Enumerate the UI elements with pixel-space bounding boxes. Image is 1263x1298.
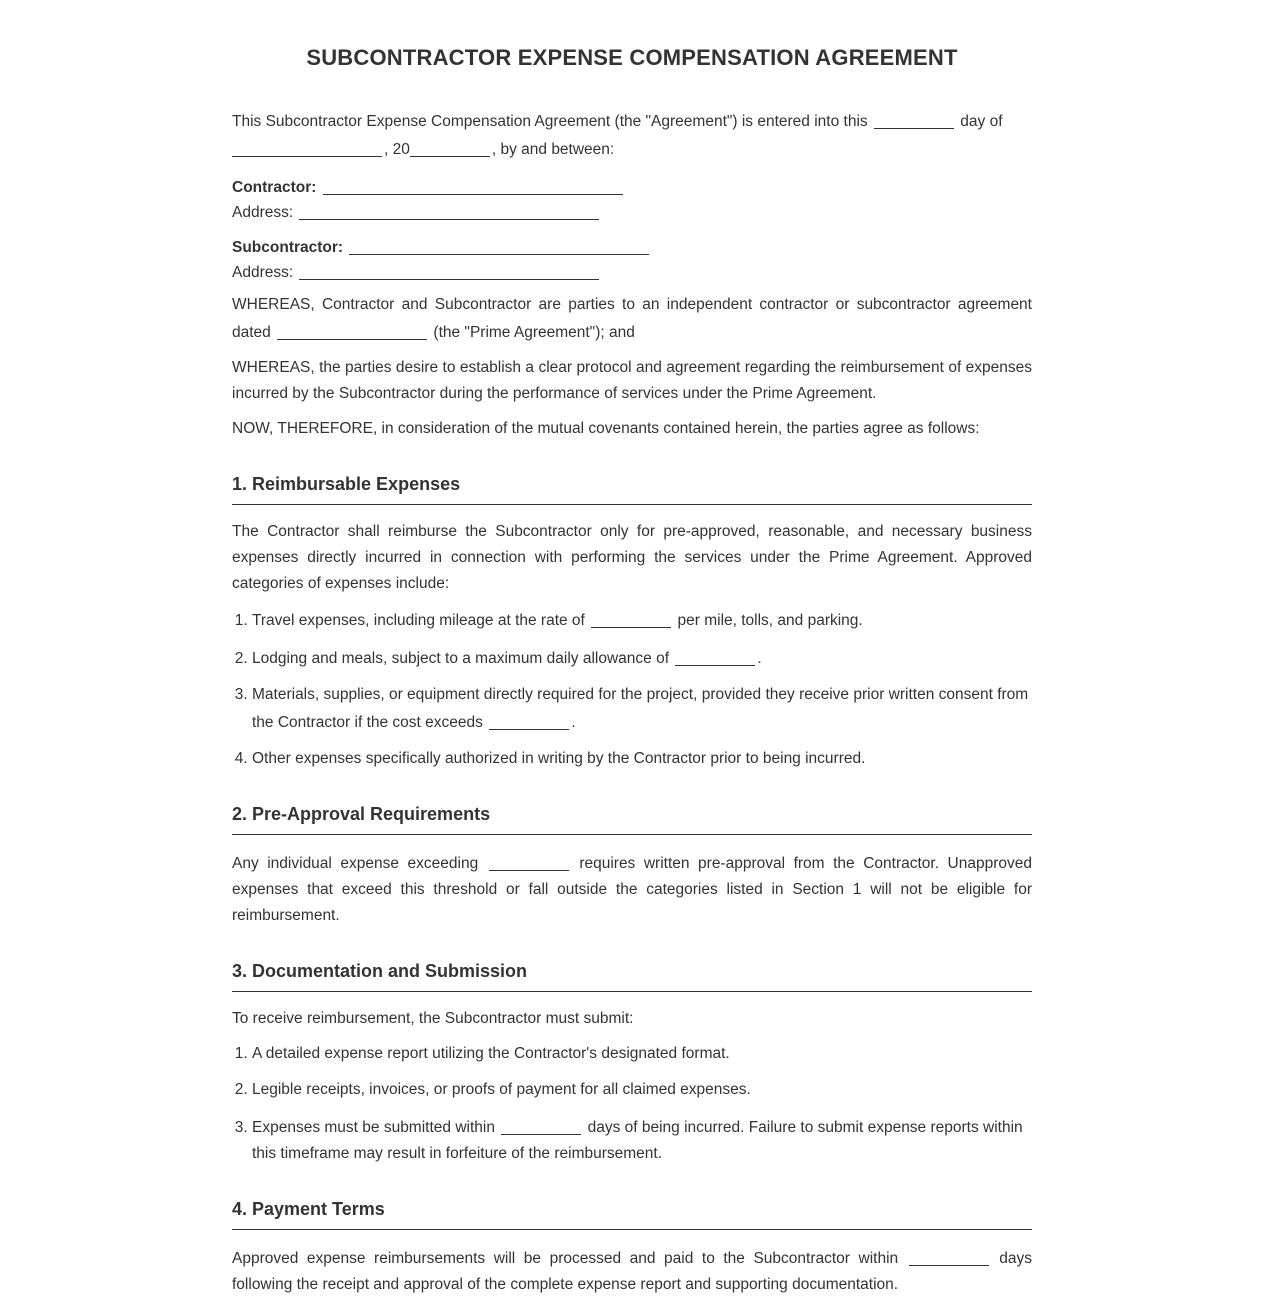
item-text: Other expenses specifically authorized in writing by the Contractor prior to being incurred.: [252, 750, 866, 767]
item-text: Legible receipts, invoices, or proofs of payment for all claimed expenses.: [252, 1081, 751, 1098]
item-text: .: [757, 650, 762, 667]
section-2-text-2: requires written pre-approval from the Contractor. Unapproved expenses that exceed this threshold or fall outside the categories listed in Section 1 will not be eligible for reimbursement.: [232, 855, 1033, 924]
subcontractor-line: [232, 233, 1032, 258]
whereas1-text-1: WHEREAS, Contractor and Subcontractor are parties to an independent contractor or subcontractor agreement dated: [232, 296, 1032, 341]
section-4-body: [232, 1244, 1032, 1298]
list-item: [252, 606, 1032, 634]
section-1-heading: 1. Reimbursable Expenses: [232, 472, 1032, 505]
item-text: .: [571, 714, 576, 731]
section-4-heading: 4. Payment Terms: [232, 1197, 1032, 1230]
subcontractor-name-blank[interactable]: [349, 236, 649, 255]
day-blank[interactable]: [874, 110, 954, 129]
section-2-heading: 2. Pre-Approval Requirements: [232, 802, 1032, 835]
intro-text-1: This Subcontractor Expense Compensation Agreement (the "Agreement") is entered into this: [232, 113, 868, 130]
section-payment-terms: [232, 1197, 1032, 1298]
section-pre-approval: [232, 802, 1032, 929]
item-text: A detailed expense report utilizing the Contractor's designated format.: [252, 1045, 730, 1062]
subcontractor-address-blank[interactable]: [299, 261, 599, 280]
document-title: SUBCONTRACTOR EXPENSE COMPENSATION AGREEMENT: [306, 45, 958, 70]
daily-allowance-blank[interactable]: [675, 647, 755, 666]
contractor-block: [232, 173, 1032, 223]
list-item: [252, 746, 1032, 772]
subcontractor-label: Subcontractor:: [232, 239, 344, 256]
intro-paragraph: [232, 107, 1032, 163]
section-2-body: [232, 849, 1032, 929]
subcontractor-address-label: Address:: [232, 264, 294, 281]
section-3-body: To receive reimbursement, the Subcontractor must submit:: [232, 1010, 634, 1027]
list-item: [252, 1077, 1032, 1103]
whereas1-text-2: (the "Prime Agreement"); and: [433, 324, 635, 341]
contractor-address-blank[interactable]: [299, 201, 599, 220]
contractor-address-line: [232, 198, 1032, 223]
intro-text-4: , by and between:: [491, 141, 615, 158]
prime-agreement-date-blank[interactable]: [277, 321, 427, 340]
item-text: days of being incurred. Failure to submit expense reports within this timeframe may result in forfeiture of the reimbursement.: [252, 1119, 1023, 1162]
contractor-line: [232, 173, 1032, 198]
contractor-name-blank[interactable]: [323, 176, 623, 195]
item-text: Materials, supplies, or equipment directly required for the project, provided they receive prior written consent from the Contractor if the cost exceeds: [252, 686, 1029, 731]
submission-days-blank[interactable]: [501, 1116, 581, 1135]
section-reimbursable-expenses: [232, 472, 1032, 772]
agreement-document: [232, 0, 1032, 1298]
section-1-body: The Contractor shall reimburse the Subcontractor only for pre-approved, reasonable, and necessary business expenses directly incurred in connection with performing the services under the Prime Agreement. Approved categories of expenses include:: [232, 523, 1032, 592]
list-item: [252, 1113, 1032, 1167]
section-3-list: [232, 1041, 1032, 1167]
intro-text-2: day of: [960, 113, 1003, 130]
section-documentation: [232, 959, 1032, 1167]
year-blank[interactable]: [410, 138, 490, 157]
intro-text-3: , 20: [384, 141, 410, 158]
subcontractor-block: [232, 233, 1032, 283]
whereas-paragraph-2: WHEREAS, the parties desire to establish a clear protocol and agreement regarding the reimbursement of expenses incurred by the Subcontractor during the performance of services under the Prime Agreement.: [232, 359, 1032, 402]
expense-threshold-blank[interactable]: [489, 852, 569, 871]
now-therefore-paragraph: NOW, THEREFORE, in consideration of the mutual covenants contained herein, the parties agree as follows:: [232, 420, 980, 437]
whereas-paragraph-1: [232, 292, 1032, 346]
contractor-label: Contractor:: [232, 179, 317, 196]
section-1-list: [232, 606, 1032, 772]
contractor-address-label: Address:: [232, 204, 294, 221]
item-text: per mile, tolls, and parking.: [677, 612, 863, 629]
item-text: Travel expenses, including mileage at the rate of: [252, 612, 585, 629]
list-item: [252, 1041, 1032, 1067]
item-text: Expenses must be submitted within: [252, 1119, 495, 1136]
section-2-text-1: Any individual expense exceeding: [232, 855, 479, 872]
mileage-rate-blank[interactable]: [591, 609, 671, 628]
section-4-text-1: Approved expense reimbursements will be processed and paid to the Subcontractor within: [232, 1250, 899, 1267]
subcontractor-address-line: [232, 258, 1032, 283]
section-3-heading: 3. Documentation and Submission: [232, 959, 1032, 992]
list-item: [252, 682, 1032, 736]
materials-cost-blank[interactable]: [489, 711, 569, 730]
section-4-text-2: days following the receipt and approval of the complete expense report and supporting documentation.: [232, 1250, 1032, 1293]
month-blank[interactable]: [232, 138, 382, 157]
list-item: [252, 644, 1032, 672]
item-text: Lodging and meals, subject to a maximum daily allowance of: [252, 650, 670, 667]
payment-days-blank[interactable]: [909, 1247, 989, 1266]
